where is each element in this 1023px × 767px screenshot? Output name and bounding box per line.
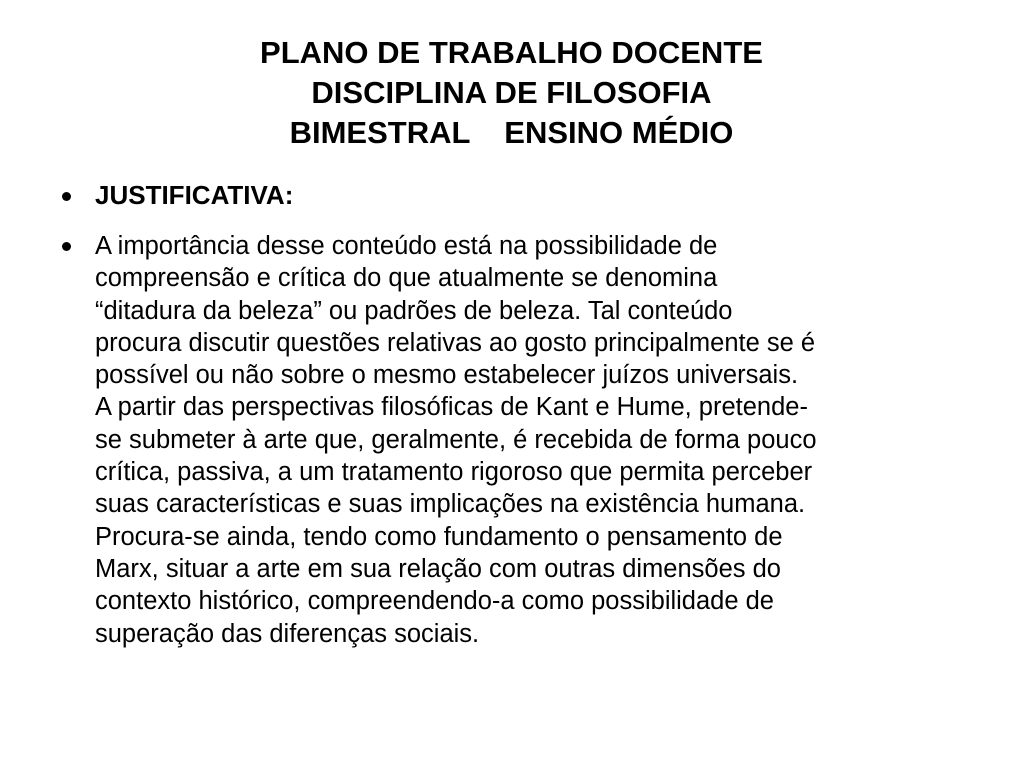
body-line: procura discutir questões relativas ao gosto principalmente se é <box>95 328 816 357</box>
slide-title <box>0 33 1023 153</box>
body-line: crítica, passiva, a um tratamento rigoroso que permita perceber <box>95 458 813 487</box>
title-line-3: BIMESTRAL ENSINO MÉDIO <box>289 115 734 150</box>
bullet-item-body <box>58 230 983 650</box>
bullet-item-justificativa <box>58 176 983 214</box>
body-line: suas características e suas implicações na existência humana. <box>95 490 806 519</box>
body-paragraph <box>95 230 983 650</box>
body-line: superação das diferenças sociais. <box>95 619 480 648</box>
body-line: possível ou não sobre o mesmo estabelecer juízos universais. <box>95 361 799 390</box>
body-line: “ditadura da beleza” ou padrões de beleza. Tal conteúdo <box>95 296 733 325</box>
body-line: compreensão e crítica do que atualmente se denomina <box>95 264 718 293</box>
bullet-dot-icon <box>62 192 71 201</box>
section-heading: JUSTIFICATIVA: <box>95 180 294 210</box>
bullet-list <box>58 176 983 650</box>
title-line-1: PLANO DE TRABALHO DOCENTE <box>260 35 763 70</box>
body-line: A partir das perspectivas filosóficas de Kant e Hume, pretende- <box>95 393 808 422</box>
body-line: contexto histórico, compreendendo-a como possibilidade de <box>95 587 774 616</box>
title-line-2: DISCIPLINA DE FILOSOFIA <box>311 75 712 110</box>
body-line: A importância desse conteúdo está na possibilidade de <box>95 232 718 260</box>
body-line: se submeter à arte que, geralmente, é recebida de forma pouco <box>95 425 817 454</box>
body-line: Procura-se ainda, tendo como fundamento o pensamento de <box>95 522 783 551</box>
bullet-dot-icon <box>62 242 71 251</box>
body-line: Marx, situar a arte em sua relação com outras dimensões do <box>95 554 781 583</box>
